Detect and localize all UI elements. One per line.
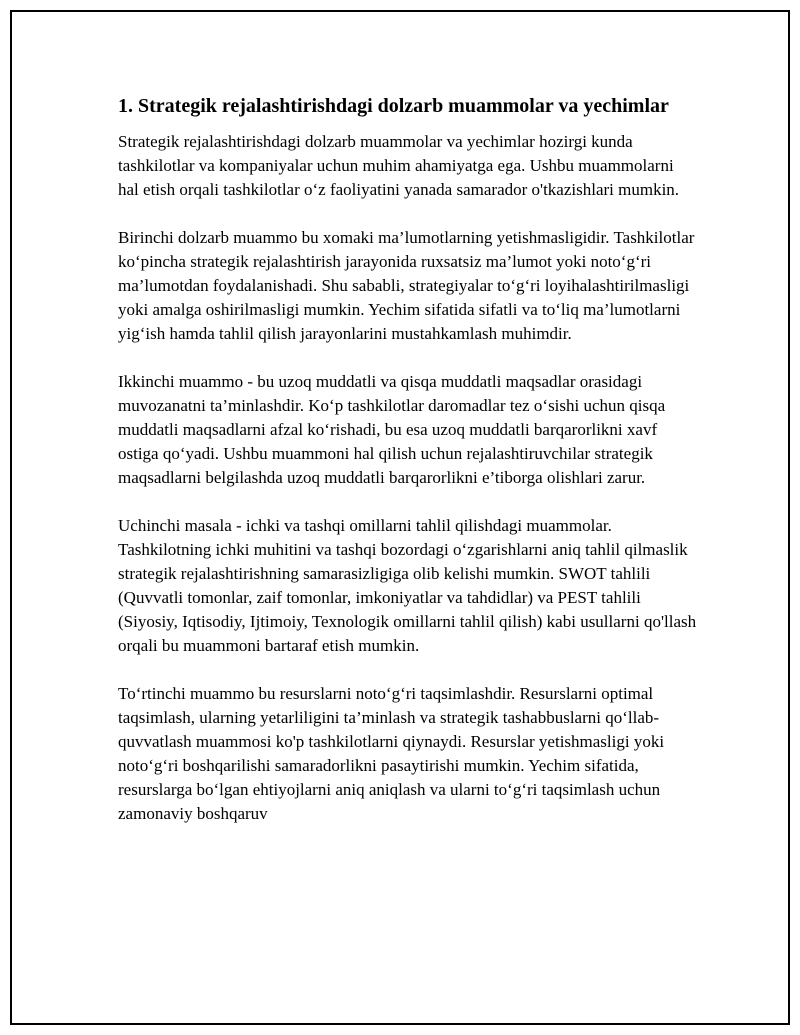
paragraph-third-problem: Uchinchi masala - ichki va tashqi omillarni tahlil qilishdagi muammolar. Tashkilotning ichki muhitini va tashqi bozordagi o‘zgarishlarni aniq tahlil qilmaslik strategik rejalashtirishning samarasizligiga olib kelishi mumkin. SWOT tahlili (Quvvatli tomonlar, zaif tomonlar, imkoniyatlar va tahdidlar) va PEST tahlili (Siyosiy, Iqtisodiy, Ijtimoiy, Texnologik omillarni tahlil qilish) kabi usullarni qo'llash orqali bu muammoni bartaraf etish mumkin.: [118, 516, 697, 655]
document-body: [118, 92, 698, 850]
paragraph-intro: Strategik rejalashtirishdagi dolzarb muammolar va yechimlar hozirgi kunda tashkilotlar va kompaniyalar uchun muhim ahamiyatga ega. Ushbu muammolarni hal etish orqali tashkilotlar o‘z faoliyatini yanada samarador o'tkazishlari mumkin.: [118, 132, 680, 199]
paragraph-first-problem: Birinchi dolzarb muammo bu xomaki ma’lumotlarning yetishmasligidir. Tashkilotlar ko‘pincha strategik rejalashtirish jarayonida ruxsatsiz ma’lumot yoki noto‘g‘ri ma’lumotdan foydalanishadi. Shu sababli, strategiyalar to‘g‘ri loyihalashtirilmasligi yoki amalga oshirilmasligi mumkin. Yechim sifatida sifatli va to‘liq ma’lumotlarni yig‘ish hamda tahlil qilish jarayonlarini mustahkamlash muhimdir.: [118, 228, 695, 343]
paragraph-fourth-problem: To‘rtinchi muammo bu resurslarni noto‘g‘ri taqsimlashdir. Resurslarni optimal taqsimlash, ularning yetarliligini ta’minlash va strategik tashabbuslarni qo‘llab-quvvatlash muammosi ko'p tashkilotlarni qiynaydi. Resurslar yetishmasligi yoki noto‘g‘ri boshqarilishi samaradorlikni pasaytirishi mumkin. Yechim sifatida, resurslarga bo‘lgan ehtiyojlarni aniq aniqlash va ularni to‘g‘ri taqsimlash uchun zamonaviy boshqaruv: [118, 684, 665, 823]
page-frame: [10, 10, 790, 1025]
paragraph-second-problem: Ikkinchi muammo - bu uzoq muddatli va qisqa muddatli maqsadlar orasidagi muvozanatni ta’minlashdir. Ko‘p tashkilotlar daromadlar tez o‘sishi uchun qisqa muddatli maqsadlarni afzal ko‘rishadi, bu esa uzoq muddatli barqarorlikni xavf ostiga qo‘yadi. Ushbu muammoni hal qilish uchun rejalashtiruvchilar strategik maqsadlarni belgilashda uzoq muddatli barqarorlikni e’tiborga olishlari zarur.: [118, 372, 666, 487]
document-title: 1. Strategik rejalashtirishdagi dolzarb muammolar va yechimlar: [118, 95, 669, 117]
